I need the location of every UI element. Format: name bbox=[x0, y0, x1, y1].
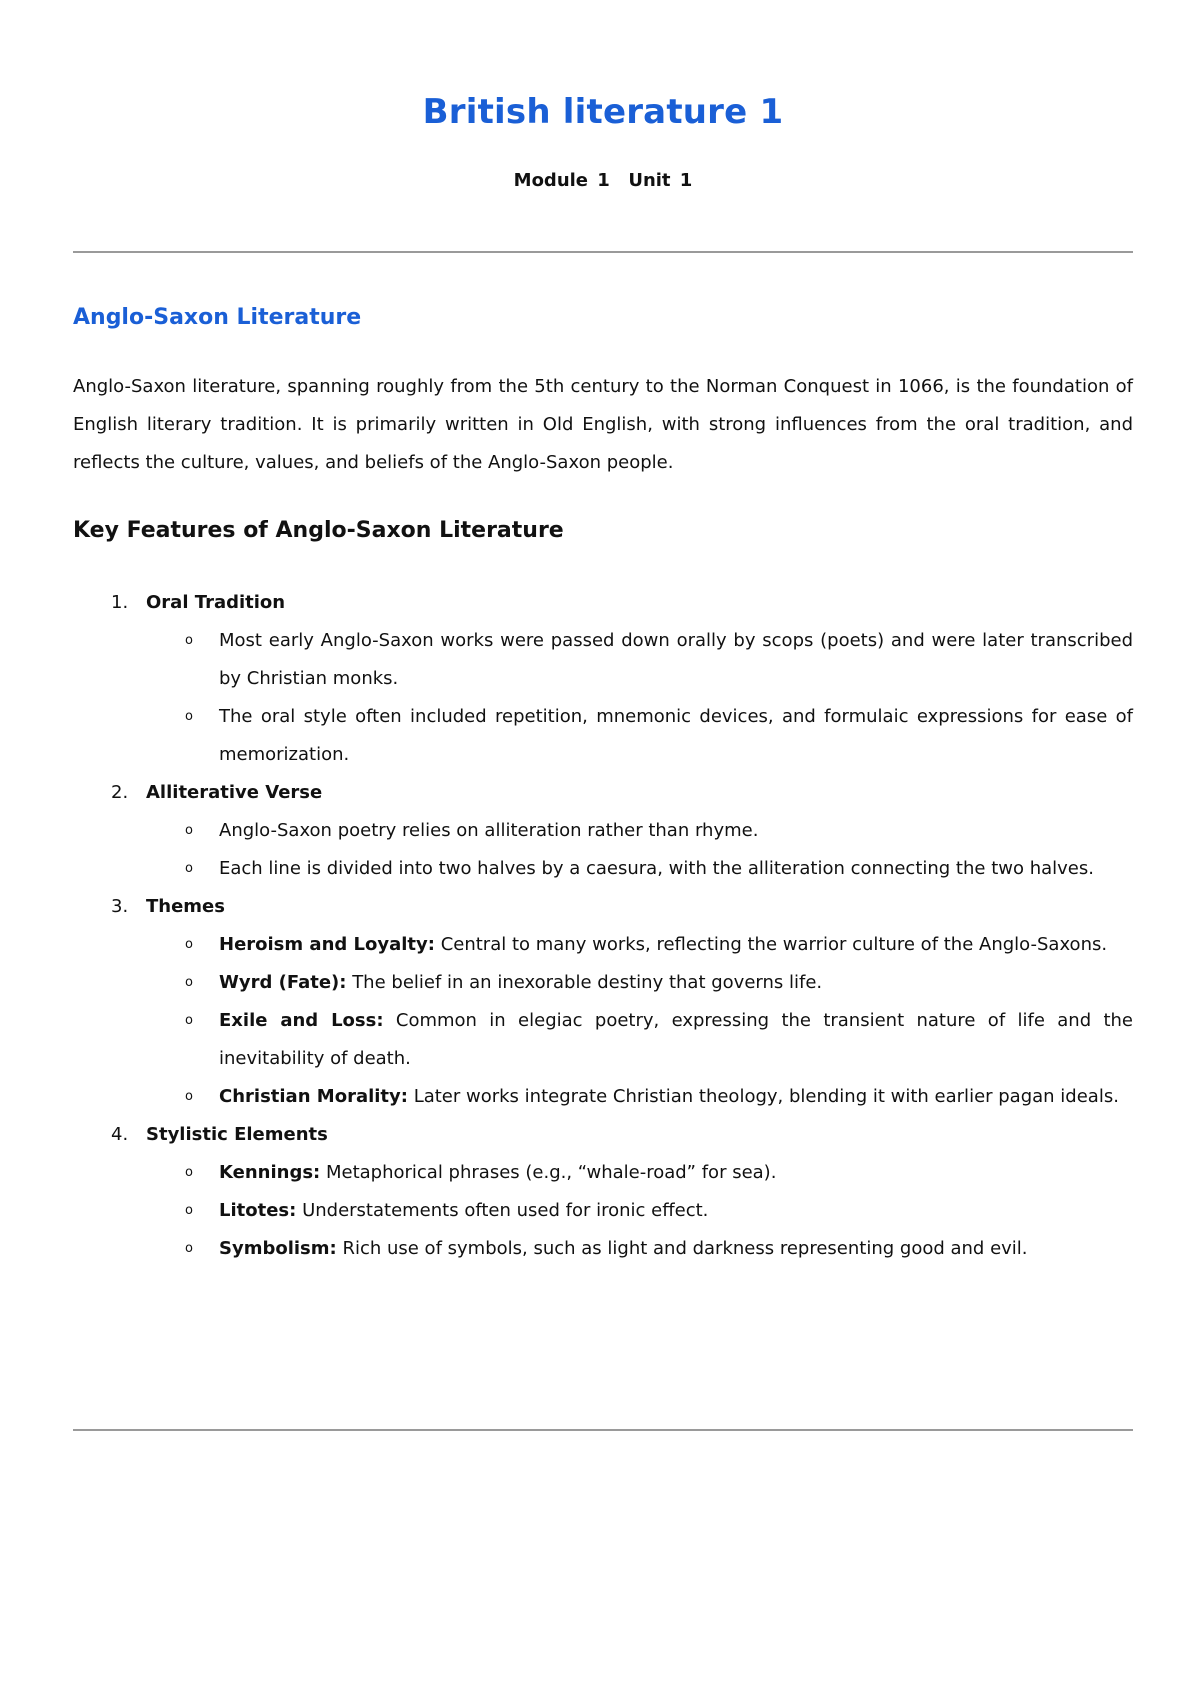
bullet-text: Metaphorical phrases (e.g., “whale-road” for sea). bbox=[320, 1162, 777, 1183]
feature-number: 2. bbox=[111, 782, 129, 803]
feature-number: 4. bbox=[111, 1124, 129, 1145]
bullet-text: Rich use of symbols, such as light and darkness representing good and evil. bbox=[336, 1238, 1028, 1259]
top-divider bbox=[73, 251, 1133, 253]
feature-heading bbox=[73, 1116, 1133, 1154]
feature-title: Alliterative Verse bbox=[146, 782, 323, 803]
feature-item bbox=[73, 774, 1133, 888]
bullet-circle-icon: o bbox=[185, 1089, 193, 1104]
bullet-item bbox=[73, 926, 1133, 964]
bullet-item bbox=[73, 812, 1133, 850]
bullet-text: Later works integrate Christian theology, blending it with earlier pagan ideals. bbox=[407, 1086, 1119, 1107]
bullet-item bbox=[73, 698, 1133, 774]
bullet-text: The oral style often included repetition, mnemonic devices, and formulaic expressions for ease of memorization. bbox=[219, 706, 1133, 765]
bullet-circle-icon: o bbox=[185, 1165, 193, 1180]
features-list bbox=[73, 584, 1133, 1268]
bullet-text: Anglo-Saxon poetry relies on alliteration rather than rhyme. bbox=[219, 820, 759, 841]
bullet-term: Kennings: bbox=[219, 1162, 321, 1183]
bullet-list bbox=[73, 812, 1133, 888]
bullet-circle-icon: o bbox=[185, 975, 193, 990]
feature-item bbox=[73, 888, 1133, 1116]
bullet-item bbox=[73, 850, 1133, 888]
feature-title: Oral Tradition bbox=[146, 592, 286, 613]
bullet-term: Litotes: bbox=[219, 1200, 297, 1221]
bullet-text: Understatements often used for ironic effect. bbox=[296, 1200, 709, 1221]
feature-heading bbox=[73, 888, 1133, 926]
feature-title: Themes bbox=[146, 896, 225, 917]
bullet-text: Most early Anglo-Saxon works were passed down orally by scops (poets) and were later transcribed by Christian monks. bbox=[219, 630, 1133, 689]
feature-heading bbox=[73, 774, 1133, 812]
bullet-list bbox=[73, 1154, 1133, 1268]
page-subtitle: Module 1 Unit 1 bbox=[513, 170, 693, 191]
bullet-item bbox=[73, 964, 1133, 1002]
bullet-term: Christian Morality: bbox=[219, 1086, 408, 1107]
section-heading: Anglo-Saxon Literature bbox=[73, 305, 362, 330]
bullet-circle-icon: o bbox=[185, 633, 193, 648]
page-title: British literature 1 bbox=[422, 92, 784, 132]
bullet-term: Symbolism: bbox=[219, 1238, 337, 1259]
feature-number: 3. bbox=[111, 896, 129, 917]
bullet-item bbox=[73, 622, 1133, 698]
bottom-divider bbox=[73, 1429, 1133, 1431]
bullet-term: Exile and Loss: bbox=[219, 1010, 384, 1031]
bullet-item bbox=[73, 1002, 1133, 1078]
bullet-circle-icon: o bbox=[185, 1013, 193, 1028]
bullet-term: Heroism and Loyalty: bbox=[219, 934, 435, 955]
bullet-circle-icon: o bbox=[185, 861, 193, 876]
feature-heading bbox=[73, 584, 1133, 622]
bullet-text: The belief in an inexorable destiny that governs life. bbox=[346, 972, 823, 993]
feature-item bbox=[73, 584, 1133, 774]
bullet-term: Wyrd (Fate): bbox=[219, 972, 347, 993]
intro-paragraph: Anglo-Saxon literature, spanning roughly from the 5th century to the Norman Conquest in 1066, is the foundation of English literary tradition. It is primarily written in Old English, with strong influences from the oral tradition, and reflects the culture, values, and beliefs of the Anglo-Saxon people. bbox=[73, 376, 1133, 473]
bullet-circle-icon: o bbox=[185, 1241, 193, 1256]
bullet-text: Each line is divided into two halves by a caesura, with the alliteration connecting the two halves. bbox=[219, 858, 1094, 879]
features-heading: Key Features of Anglo-Saxon Literature bbox=[73, 518, 564, 543]
bullet-item bbox=[73, 1192, 1133, 1230]
bullet-item bbox=[73, 1230, 1133, 1268]
bullet-circle-icon: o bbox=[185, 709, 193, 724]
bullet-circle-icon: o bbox=[185, 823, 193, 838]
bullet-text: Central to many works, reflecting the warrior culture of the Anglo-Saxons. bbox=[434, 934, 1108, 955]
feature-title: Stylistic Elements bbox=[146, 1124, 328, 1145]
bullet-text: Common in elegiac poetry, expressing the transient nature of life and the inevitability of death. bbox=[219, 1010, 1134, 1069]
feature-item bbox=[73, 1116, 1133, 1268]
feature-number: 1. bbox=[111, 592, 129, 613]
bullet-circle-icon: o bbox=[185, 1203, 193, 1218]
bullet-list bbox=[73, 622, 1133, 774]
bullet-circle-icon: o bbox=[185, 937, 193, 952]
bullet-item bbox=[73, 1078, 1133, 1116]
bullet-list bbox=[73, 926, 1133, 1116]
bullet-item bbox=[73, 1154, 1133, 1192]
